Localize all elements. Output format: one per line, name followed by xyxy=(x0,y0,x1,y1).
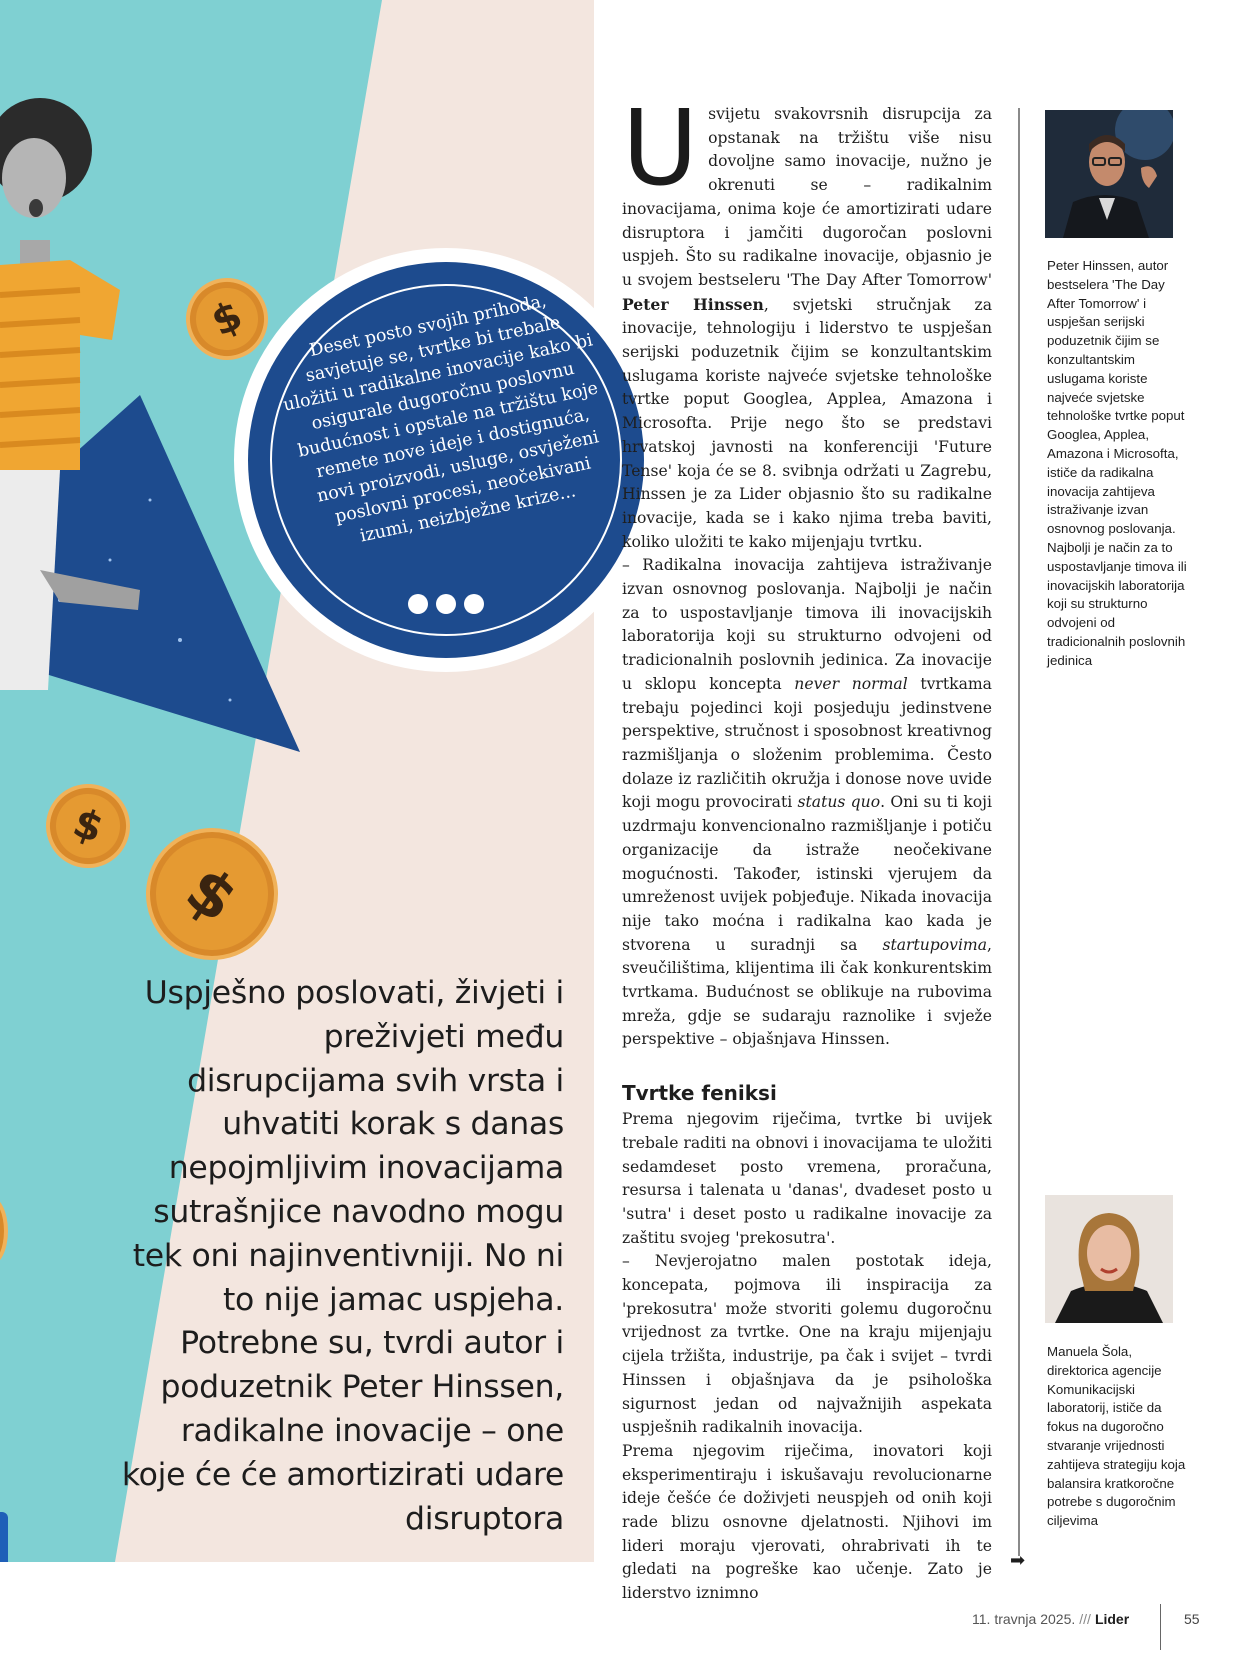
continue-arrow-icon: ➡ xyxy=(1010,1550,1026,1571)
footer-divider xyxy=(1160,1604,1161,1650)
footer-separator: /// xyxy=(1079,1611,1091,1627)
article-paragraph: Prema njegovim riječima, inovatori koji eksperimentiraju i iskušavaju revolucionarne ideje češće će doživjeti neuspjeh od onih koji rade blizu osnovne djelatnosti. Njihovi im lideri moraju vjerovati, ohrabrivati ih te gledati na pogreške kao učenje. Zato je liderstvo iznimno xyxy=(622,1441,992,1603)
article-subheading: Tvrtke feniksi xyxy=(622,1081,777,1106)
article-paragraph: – Radikalna inovacija zahtijeva istraživanje izvan osnovnog poslovanja. Najbolji je način za to uspostavljanje timova ili inovacijskih laboratorija koji su strukturno odvojeni od tradicionalnih poslovnih jedinica. Za inovacije u sklopu koncepta never normal tvrtkama trebaju pojedinci koji posjeduju jedinstvene perspektive, stručnost i sposobnost kreativnog razmišljanja o složenim problemima. Često dolaze iz različitih okružja i donose nove uvide koji mogu provocirati status quo. Oni su ti koji uzdrmaju konvencionalno razmišljanje i potiču organizacije da istraže neočekivane mogućnosti. Također, istinski vjerujem da umreženost uvijek pobjeđuje. Nikada inovacija nije tako moćna i radikalna kao kada je stvorena u suradnji sa startupovima, sveučilištima, klijentima ili čak konkurentskim tvrtkama. Budućnost se oblikuje na rubovima mreža, gdje se sudaraju raznolike i svježe perspektive – objašnjava Hinssen. xyxy=(622,556,993,1049)
person-name: Peter Hinssen xyxy=(622,294,764,314)
page-footer xyxy=(972,1611,1129,1627)
photo-caption: Peter Hinssen, autor bestselera 'The Day After Tomorrow' i uspješan serijski poduzetnik čijim se konzultantskim uslugama koriste najveće svjetske tehnološke tvrtke poput Googlea, Applea, Amazona i Microsofta, ističe da radikalna inovacija zahtijeva istraživanje izvan osnovnog poslovanja. Najbolji je način za to uspostavljanje timova ili inovacijskih laboratorija koji su strukturno odvojeni od tradicionalnih poslovnih jedinica xyxy=(1047,258,1187,668)
drop-cap: U xyxy=(622,87,699,209)
article-body xyxy=(622,87,993,1606)
pull-quote: Uspješno poslovati, živjeti i preživjeti među disrupcijama svih vrsta i uhvatiti korak s danas nepojmljivim inovacijama sutrašnjice navodno mogu tek oni najinventivniji. No ni to nije jamac uspjeha. Potrebne su, tvrdi autor i poduzetnik Peter Hinssen, radikalne inovacije – one koje će će amortizirati udare disruptora xyxy=(121,975,564,1537)
portrait-peter-hinssen xyxy=(1045,110,1173,238)
page-edge-tab xyxy=(0,1512,8,1562)
speech-bubble-text: Deset posto svojih prihoda, savjetuje se, tvrtke bi trebale uložiti u radikalne inovacije kako bi osigurale dugoročnu poslovnu budućnost i opstale na tržištu koje remete nove ideje i dostignuća, novi proizvodi, usluge, osvježeni poslovni procesi, neočekivani izumi, neizbježne krize... xyxy=(281,291,601,547)
coin-dollar-icon: $ xyxy=(120,802,304,986)
ellipsis-dots-icon xyxy=(248,594,644,614)
article-paragraph: U svijetu svakovrsnih disrupcija za opstanak na tržištu više nisu dovoljne samo inovacije, nužno je okrenuti se – radikalnim inovacijama, onima koje će amortizirati udare disruptora i jamčiti dugoročan poslovni uspjeh. Što su radikalne inovacije, objasnio je u svojem bestseleru 'The Day After Tomorrow' Peter Hinssen, svjetski stručnjak za inovacije, tehnologiju i liderstvo te uspješan serijski poduzetnik čijim se konzultantskim uslugama koriste najveće svjetske tehnološke tvrtke poput Googlea, Applea, Amazona i Microsofta. Prije nego što se predstavi hrvatskoj javnosti na konferenciji 'Future Tense' koja će se 8. svibnja održati u Zagrebu, Hinssen je za Lider objasnio što su radikalne inovacije, kada se i kako njima treba baviti, koliko uložiti te kako mijenjaju tvrtku. xyxy=(622,87,992,551)
publication-name: Lider xyxy=(1094,1611,1130,1627)
page-number: 55 xyxy=(1184,1611,1200,1627)
article-paragraph: – Nevjerojatno malen postotak ideja, koncepata, pojmova ili inspiracija za 'prekosutra' može stvoriti golemu dugoročnu vrijednost za tvrtke. One na kraju mijenjaju cijela tržišta, industrije, pa čak i svijet – tvrdi Hinssen i objašnjava da je psihološka sigurnost jedan od najvažnijih aspekata uspješnih radikalnih inovacija. xyxy=(622,1252,992,1437)
column-divider xyxy=(1018,108,1020,1556)
photo-caption: Manuela Šola, direktorica agencije Komunikacijski laboratorij, ističe da fokus na dugoročno stvaranje vrijednosti zahtijeva strategiju koja balansira kratkoročne potrebe s dugoročnim ciljevima xyxy=(1047,1344,1186,1529)
article-paragraph: Prema njegovim riječima, tvrtke bi uvijek trebale raditi na obnovi i inovacijama te uložiti sedamdeset posto vremena, proračuna, resursa i talenata u 'danas', dvadeset posto u 'sutra' i deset posto u radikalne inovacije za zaštitu svojeg 'prekosutra'. xyxy=(622,1110,992,1247)
speech-bubble-fill xyxy=(248,262,644,658)
speech-bubble xyxy=(234,248,658,672)
portrait-manuela-sola xyxy=(1045,1195,1173,1323)
coin-dollar-icon: $ xyxy=(173,265,282,374)
illustration-panel xyxy=(0,0,594,1562)
issue-date: 11. travnja 2025. xyxy=(972,1611,1076,1627)
coin-dollar-icon: $ xyxy=(34,772,142,880)
woman-figure xyxy=(0,90,170,690)
